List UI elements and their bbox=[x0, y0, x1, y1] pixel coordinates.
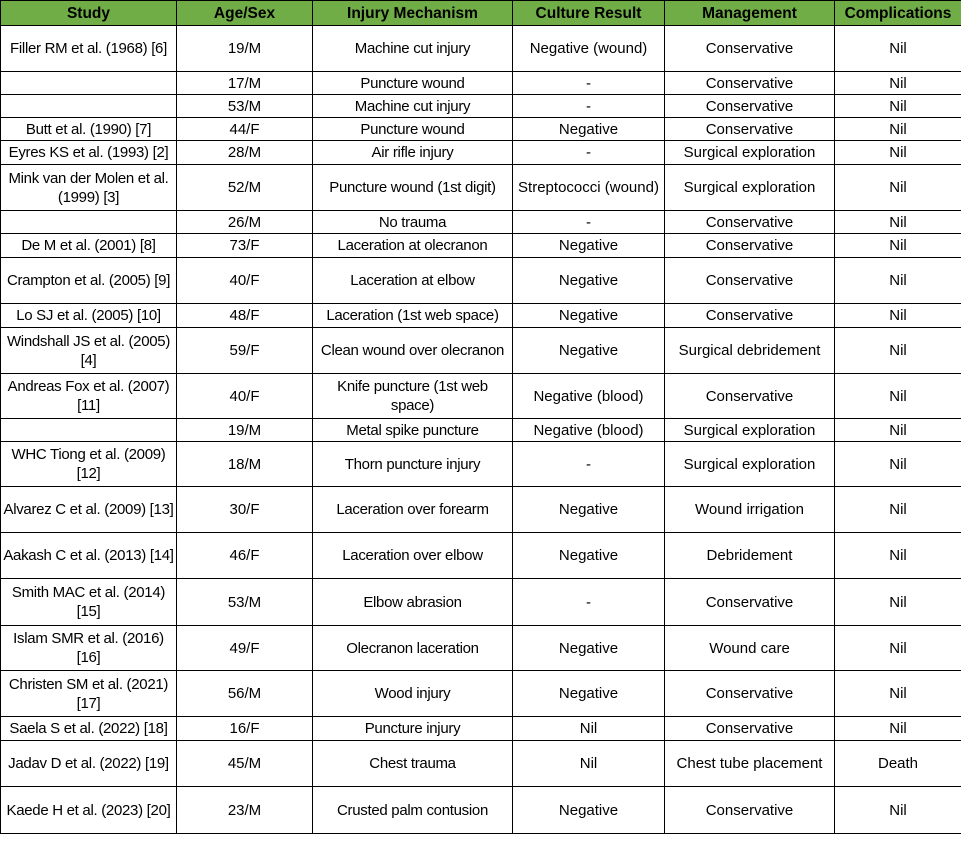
cell-culture-result: Negative bbox=[513, 304, 665, 328]
cell-age-sex: 73/F bbox=[177, 234, 313, 258]
cell-complications: Nil bbox=[835, 419, 961, 442]
cell-age-sex: 18/M bbox=[177, 442, 313, 487]
cell-injury-mechanism: Clean wound over olecranon bbox=[313, 328, 513, 374]
cell-complications: Nil bbox=[835, 26, 961, 72]
cell-management: Conservative bbox=[665, 211, 835, 234]
cell-age-sex: 45/M bbox=[177, 741, 313, 787]
cell-management: Conservative bbox=[665, 304, 835, 328]
cell-management: Chest tube placement bbox=[665, 741, 835, 787]
table-row bbox=[1, 487, 961, 533]
cell-culture-result: - bbox=[513, 211, 665, 234]
cell-injury-mechanism: Machine cut injury bbox=[313, 26, 513, 72]
cell-age-sex: 52/M bbox=[177, 165, 313, 211]
cell-complications: Nil bbox=[835, 95, 961, 118]
cell-complications: Nil bbox=[835, 671, 961, 717]
cell-study: Butt et al. (1990) [7] bbox=[1, 118, 177, 141]
cell-culture-result: Negative bbox=[513, 118, 665, 141]
table-row bbox=[1, 787, 961, 834]
cell-complications: Nil bbox=[835, 234, 961, 258]
cell-complications: Nil bbox=[835, 304, 961, 328]
cell-culture-result: Negative bbox=[513, 626, 665, 671]
cell-study: Smith MAC et al. (2014) [15] bbox=[1, 579, 177, 626]
cell-injury-mechanism: Machine cut injury bbox=[313, 95, 513, 118]
table-row bbox=[1, 26, 961, 72]
cell-study: Filler RM et al. (1968) [6] bbox=[1, 26, 177, 72]
cell-culture-result: Negative bbox=[513, 671, 665, 717]
cell-study: Alvarez C et al. (2009) [13] bbox=[1, 487, 177, 533]
cell-age-sex: 16/F bbox=[177, 717, 313, 741]
cell-complications: Nil bbox=[835, 487, 961, 533]
cell-culture-result: Nil bbox=[513, 741, 665, 787]
cell-study: Andreas Fox et al. (2007) [11] bbox=[1, 374, 177, 419]
cell-complications: Nil bbox=[835, 211, 961, 234]
cell-culture-result: - bbox=[513, 579, 665, 626]
cell-culture-result: Negative bbox=[513, 787, 665, 834]
header-management: Management bbox=[665, 1, 835, 26]
cell-injury-mechanism: No trauma bbox=[313, 211, 513, 234]
cell-complications: Nil bbox=[835, 141, 961, 165]
cell-study: WHC Tiong et al. (2009) [12] bbox=[1, 442, 177, 487]
header-culture-result: Culture Result bbox=[513, 1, 665, 26]
table-row bbox=[1, 671, 961, 717]
cell-culture-result: Streptococci (wound) bbox=[513, 165, 665, 211]
cell-injury-mechanism: Thorn puncture injury bbox=[313, 442, 513, 487]
cell-injury-mechanism: Puncture wound bbox=[313, 118, 513, 141]
header-study: Study bbox=[1, 1, 177, 26]
cell-management: Conservative bbox=[665, 118, 835, 141]
cell-culture-result: - bbox=[513, 442, 665, 487]
cell-culture-result: - bbox=[513, 141, 665, 165]
cell-study bbox=[1, 419, 177, 442]
cell-age-sex: 53/M bbox=[177, 95, 313, 118]
cell-injury-mechanism: Knife puncture (1st web space) bbox=[313, 374, 513, 419]
cell-culture-result: Negative bbox=[513, 328, 665, 374]
cell-injury-mechanism: Laceration at olecranon bbox=[313, 234, 513, 258]
cell-age-sex: 48/F bbox=[177, 304, 313, 328]
cell-culture-result: Negative bbox=[513, 533, 665, 579]
cell-study: Eyres KS et al. (1993) [2] bbox=[1, 141, 177, 165]
cell-age-sex: 23/M bbox=[177, 787, 313, 834]
cell-complications: Death bbox=[835, 741, 961, 787]
cell-age-sex: 44/F bbox=[177, 118, 313, 141]
cell-culture-result: Negative (blood) bbox=[513, 374, 665, 419]
cell-study: Islam SMR et al. (2016) [16] bbox=[1, 626, 177, 671]
cell-complications: Nil bbox=[835, 626, 961, 671]
cell-injury-mechanism: Laceration at elbow bbox=[313, 258, 513, 304]
cell-injury-mechanism: Crusted palm contusion bbox=[313, 787, 513, 834]
table-row bbox=[1, 258, 961, 304]
cell-complications: Nil bbox=[835, 717, 961, 741]
cell-management: Conservative bbox=[665, 72, 835, 95]
cell-age-sex: 56/M bbox=[177, 671, 313, 717]
cell-management: Surgical exploration bbox=[665, 419, 835, 442]
cell-complications: Nil bbox=[835, 787, 961, 834]
cell-study: Kaede H et al. (2023) [20] bbox=[1, 787, 177, 834]
table-row bbox=[1, 442, 961, 487]
cell-injury-mechanism: Air rifle injury bbox=[313, 141, 513, 165]
cell-injury-mechanism: Chest trauma bbox=[313, 741, 513, 787]
cell-injury-mechanism: Puncture injury bbox=[313, 717, 513, 741]
cell-age-sex: 53/M bbox=[177, 579, 313, 626]
cell-complications: Nil bbox=[835, 258, 961, 304]
cell-complications: Nil bbox=[835, 442, 961, 487]
cell-age-sex: 30/F bbox=[177, 487, 313, 533]
cell-culture-result: Negative (wound) bbox=[513, 26, 665, 72]
cell-injury-mechanism: Metal spike puncture bbox=[313, 419, 513, 442]
cell-management: Conservative bbox=[665, 26, 835, 72]
cell-culture-result: Negative bbox=[513, 234, 665, 258]
cell-injury-mechanism: Wood injury bbox=[313, 671, 513, 717]
cell-complications: Nil bbox=[835, 118, 961, 141]
header-row bbox=[1, 1, 961, 26]
table-row bbox=[1, 717, 961, 741]
table-row bbox=[1, 579, 961, 626]
cell-management: Surgical exploration bbox=[665, 141, 835, 165]
table-row bbox=[1, 141, 961, 165]
table-row bbox=[1, 211, 961, 234]
cell-management: Conservative bbox=[665, 374, 835, 419]
table-row bbox=[1, 95, 961, 118]
cell-culture-result: - bbox=[513, 95, 665, 118]
cell-study: Christen SM et al. (2021) [17] bbox=[1, 671, 177, 717]
cell-management: Conservative bbox=[665, 579, 835, 626]
cell-age-sex: 46/F bbox=[177, 533, 313, 579]
cell-culture-result: Nil bbox=[513, 717, 665, 741]
cell-culture-result: Negative bbox=[513, 487, 665, 533]
cell-complications: Nil bbox=[835, 72, 961, 95]
table-body bbox=[1, 26, 961, 834]
table-row bbox=[1, 328, 961, 374]
cell-injury-mechanism: Laceration over forearm bbox=[313, 487, 513, 533]
cell-injury-mechanism: Laceration over elbow bbox=[313, 533, 513, 579]
cell-complications: Nil bbox=[835, 533, 961, 579]
table-row bbox=[1, 304, 961, 328]
cell-complications: Nil bbox=[835, 165, 961, 211]
cell-injury-mechanism: Puncture wound (1st digit) bbox=[313, 165, 513, 211]
cell-study: Aakash C et al. (2013) [14] bbox=[1, 533, 177, 579]
table-row bbox=[1, 165, 961, 211]
cell-age-sex: 40/F bbox=[177, 258, 313, 304]
cell-age-sex: 17/M bbox=[177, 72, 313, 95]
cell-injury-mechanism: Elbow abrasion bbox=[313, 579, 513, 626]
cell-management: Conservative bbox=[665, 234, 835, 258]
header-age-sex: Age/Sex bbox=[177, 1, 313, 26]
cell-management: Surgical debridement bbox=[665, 328, 835, 374]
table-row bbox=[1, 234, 961, 258]
cell-management: Conservative bbox=[665, 787, 835, 834]
table-row bbox=[1, 626, 961, 671]
cell-study: De M et al. (2001) [8] bbox=[1, 234, 177, 258]
cell-age-sex: 19/M bbox=[177, 419, 313, 442]
cell-study: Windshall JS et al. (2005) [4] bbox=[1, 328, 177, 374]
cell-study: Crampton et al. (2005) [9] bbox=[1, 258, 177, 304]
cell-age-sex: 28/M bbox=[177, 141, 313, 165]
cell-age-sex: 40/F bbox=[177, 374, 313, 419]
cell-injury-mechanism: Laceration (1st web space) bbox=[313, 304, 513, 328]
cell-management: Wound irrigation bbox=[665, 487, 835, 533]
cell-complications: Nil bbox=[835, 328, 961, 374]
cell-study bbox=[1, 72, 177, 95]
cell-study: Jadav D et al. (2022) [19] bbox=[1, 741, 177, 787]
table-row bbox=[1, 374, 961, 419]
cell-injury-mechanism: Puncture wound bbox=[313, 72, 513, 95]
cell-age-sex: 26/M bbox=[177, 211, 313, 234]
cell-complications: Nil bbox=[835, 579, 961, 626]
header-injury-mechanism: Injury Mechanism bbox=[313, 1, 513, 26]
cell-age-sex: 49/F bbox=[177, 626, 313, 671]
cell-management: Surgical exploration bbox=[665, 165, 835, 211]
cell-injury-mechanism: Olecranon laceration bbox=[313, 626, 513, 671]
cell-study: Saela S et al. (2022) [18] bbox=[1, 717, 177, 741]
table-row bbox=[1, 118, 961, 141]
table-row bbox=[1, 419, 961, 442]
cell-management: Surgical exploration bbox=[665, 442, 835, 487]
cell-management: Wound care bbox=[665, 626, 835, 671]
header-complications: Complications bbox=[835, 1, 961, 26]
table-row bbox=[1, 72, 961, 95]
cell-management: Conservative bbox=[665, 258, 835, 304]
table-row bbox=[1, 741, 961, 787]
cell-culture-result: Negative bbox=[513, 258, 665, 304]
cell-culture-result: - bbox=[513, 72, 665, 95]
table-row bbox=[1, 533, 961, 579]
cell-management: Conservative bbox=[665, 95, 835, 118]
cell-management: Conservative bbox=[665, 671, 835, 717]
cell-age-sex: 59/F bbox=[177, 328, 313, 374]
cell-management: Conservative bbox=[665, 717, 835, 741]
cell-study bbox=[1, 95, 177, 118]
cell-culture-result: Negative (blood) bbox=[513, 419, 665, 442]
cell-age-sex: 19/M bbox=[177, 26, 313, 72]
cell-management: Debridement bbox=[665, 533, 835, 579]
cell-complications: Nil bbox=[835, 374, 961, 419]
cell-study: Mink van der Molen et al. (1999) [3] bbox=[1, 165, 177, 211]
cell-study bbox=[1, 211, 177, 234]
cell-study: Lo SJ et al. (2005) [10] bbox=[1, 304, 177, 328]
